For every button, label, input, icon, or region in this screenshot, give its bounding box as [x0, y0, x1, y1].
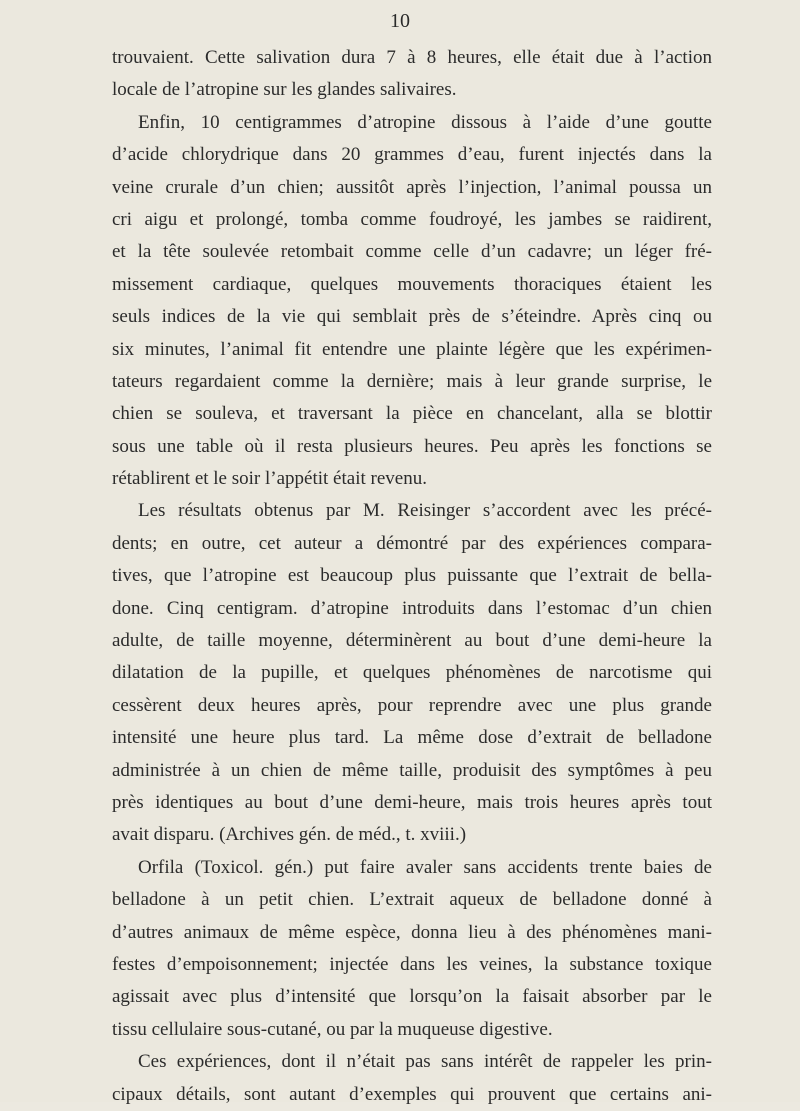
text-line: tissu cellulaire sous-cutané, ou par la muqueuse digestive. — [112, 1018, 553, 1040]
text-line: d’acide chlorydrique dans 20 grammes d’eau, furent injectés dans la — [112, 144, 712, 166]
page-number: 10 — [390, 10, 410, 32]
text-line: Orfila (Toxicol. gén.) put faire avaler sans accidents trente baies de — [138, 856, 712, 878]
text-line: adulte, de taille moyenne, déterminèrent au bout d’une demi-heure la — [112, 630, 712, 652]
text-line: dents; en outre, cet auteur a démontré par des expériences compara- — [112, 532, 712, 554]
text-line: seuls indices de la vie qui semblait près de s’éteindre. Après cinq ou — [112, 306, 712, 328]
text-line: veine crurale d’un chien; aussitôt après l’injection, l’animal poussa un — [112, 176, 712, 198]
text-line: Enfin, 10 centigrammes d’atropine dissous à l’aide d’une goutte — [138, 111, 712, 133]
text-line: sous une table où il resta plusieurs heures. Peu après les fonctions se — [112, 435, 712, 457]
text-line: Les résultats obtenus par M. Reisinger s’accordent avec les précé- — [138, 500, 712, 522]
text-line: tives, que l’atropine est beaucoup plus puissante que l’extrait de bella- — [112, 565, 712, 587]
text-line: et la tête soulevée retombait comme celle d’un cadavre; un léger fré- — [112, 241, 712, 263]
text-line: cessèrent deux heures après, pour reprendre avec une plus grande — [112, 694, 712, 716]
text-line: administrée à un chien de même taille, produisit des symptômes à peu — [112, 759, 712, 781]
text-line: près identiques au bout d’une demi-heure, mais trois heures après tout — [112, 791, 712, 813]
text-line: six minutes, l’animal fit entendre une plainte légère que les expérimen- — [112, 338, 712, 360]
text-line: cri aigu et prolongé, tomba comme foudroyé, les jambes se raidirent, — [112, 208, 712, 230]
text-line: intensité une heure plus tard. La même dose d’extrait de belladone — [112, 727, 712, 749]
text-line: chien se souleva, et traversant la pièce en chancelant, alla se blottir — [112, 403, 712, 425]
text-line: d’autres animaux de même espèce, donna lieu à des phénomènes mani- — [112, 921, 712, 943]
text-line: tateurs regardaient comme la dernière; mais à leur grande surprise, le — [112, 370, 712, 392]
text-line: belladone à un petit chien. L’extrait aqueux de belladone donné à — [112, 889, 712, 911]
text-line: festes d’empoisonnement; injectée dans les veines, la substance toxique — [112, 953, 712, 975]
text-line: trouvaient. Cette salivation dura 7 à 8 heures, elle était due à l’action — [112, 47, 712, 68]
text-line: rétablirent et le soir l’appétit était revenu. — [112, 468, 427, 490]
text-line: cipaux détails, sont autant d’exemples qui prouvent que certains ani- — [112, 1083, 712, 1105]
text-line: avait disparu. (Archives gén. de méd., t. xviii.) — [112, 824, 467, 846]
text-line: agissait avec plus d’intensité que lorsqu’on la faisait absorber par le — [112, 986, 712, 1008]
text-line: Ces expériences, dont il n’était pas sans intérêt de rappeler les prin- — [138, 1051, 712, 1073]
body-text — [112, 42, 712, 1111]
text-line: done. Cinq centigram. d’atropine introduits dans l’estomac d’un chien — [112, 597, 712, 619]
text-line: missement cardiaque, quelques mouvements thoraciques étaient les — [112, 273, 712, 295]
text-line: dilatation de la pupille, et quelques phénomènes de narcotisme qui — [112, 662, 712, 684]
text-line: locale de l’atropine sur les glandes salivaires. — [112, 79, 457, 101]
